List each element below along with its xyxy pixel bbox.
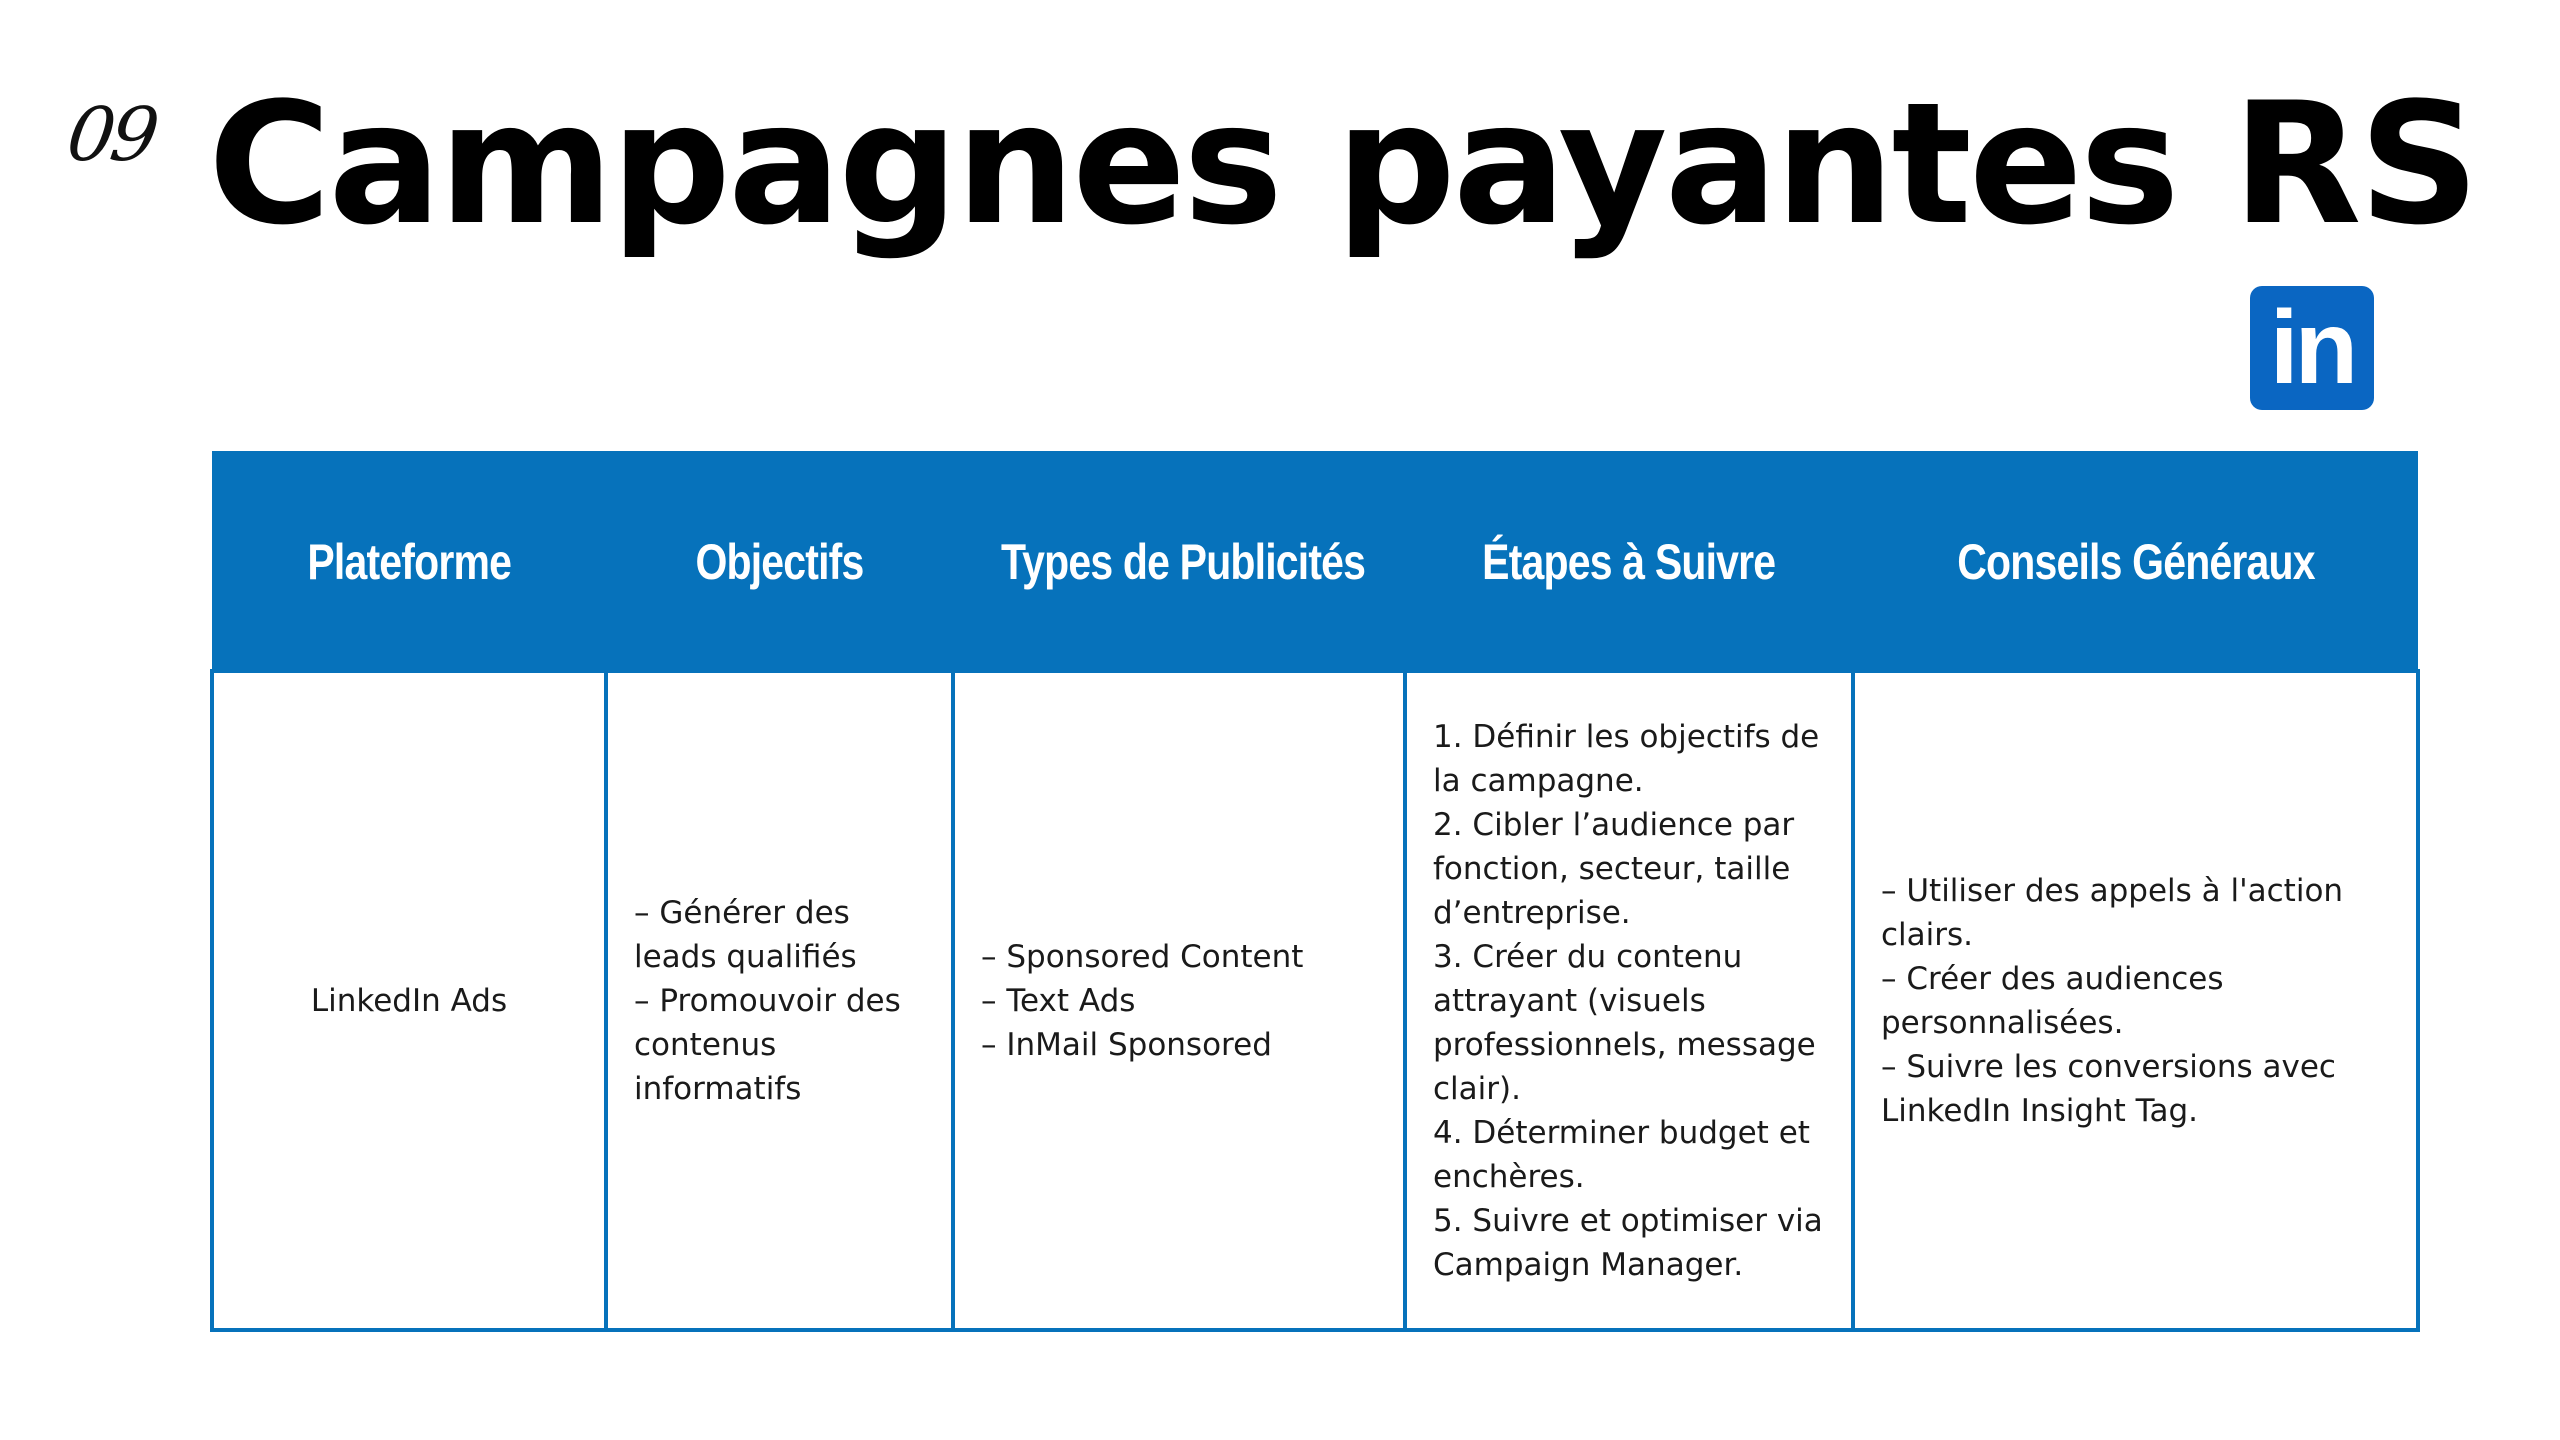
cell-steps: 1. Définir les objectifs de la campagne. 2. Cibler l’audience par fonction, secteur, taille d’entreprise. 3. Créer du contenu attrayant (visuels professionnels, message clair). 4. Déterminer budget et enchères. 5. Suivre et optimiser via Campaign Manager. xyxy=(1405,671,1853,1330)
table-header-row xyxy=(212,453,2418,671)
column-header-ad-types: Types de Publicités xyxy=(953,453,1405,671)
column-header-platform: Plateforme xyxy=(212,453,606,671)
cell-platform: LinkedIn Ads xyxy=(212,671,606,1330)
column-header-objectives: Objectifs xyxy=(606,453,953,671)
slide-number: 09 xyxy=(61,92,161,178)
column-header-steps: Étapes à Suivre xyxy=(1405,453,1853,671)
cell-objectives: – Générer des leads qualifiés – Promouvoir des contenus informatifs xyxy=(606,671,953,1330)
page-title: Campagnes payantes RS xyxy=(208,66,2477,262)
linkedin-logo-icon: in xyxy=(2250,286,2374,410)
campaign-table xyxy=(210,451,2420,1332)
table-row xyxy=(212,671,2418,1330)
cell-tips: – Utiliser des appels à l'action clairs. – Créer des audiences personnalisées. – Suivre les conversions avec LinkedIn Insight Tag. xyxy=(1853,671,2418,1330)
column-header-tips: Conseils Généraux xyxy=(1853,453,2418,671)
cell-ad-types: – Sponsored Content – Text Ads – InMail Sponsored xyxy=(953,671,1405,1330)
